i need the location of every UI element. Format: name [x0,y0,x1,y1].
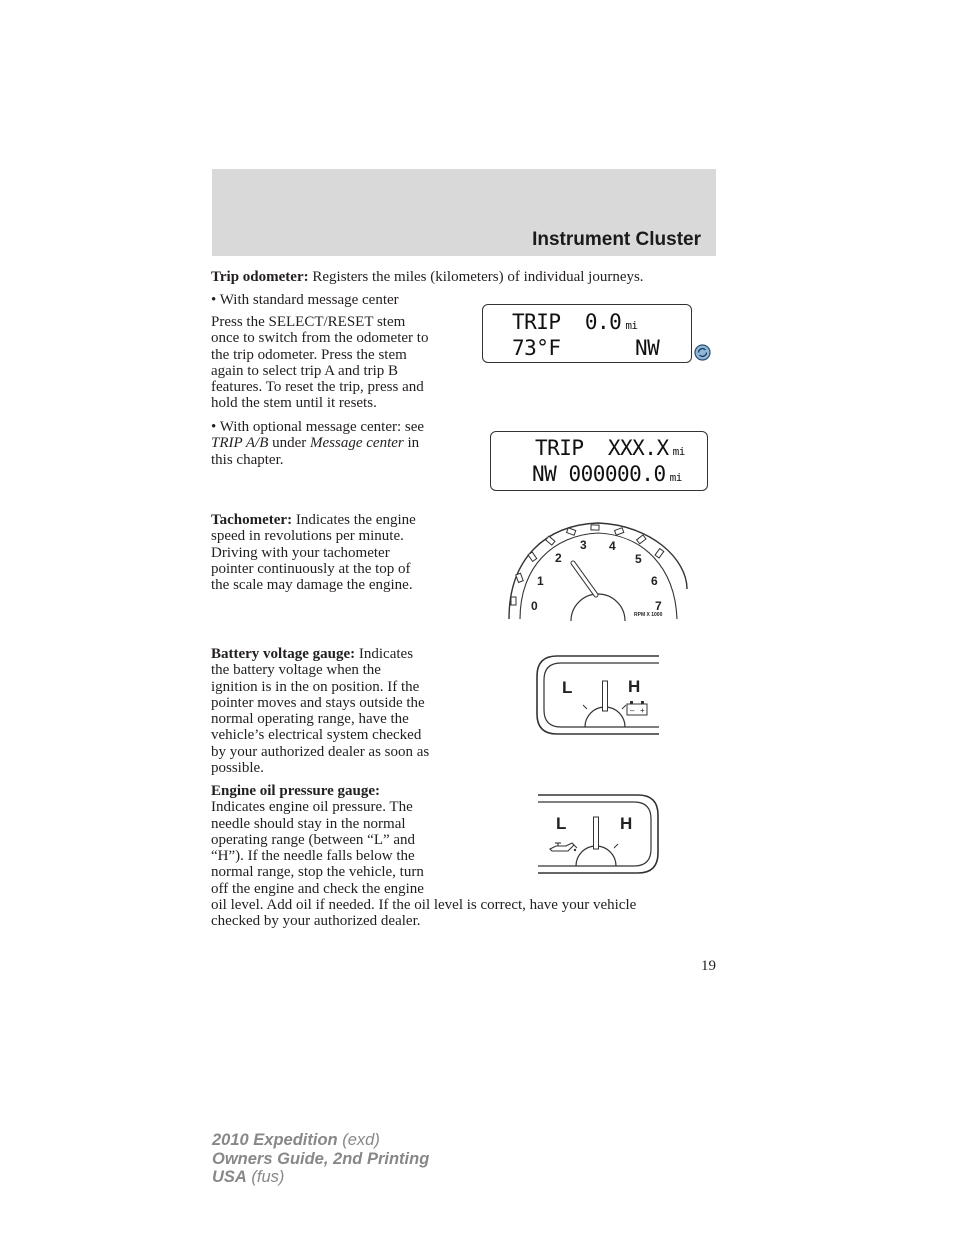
text-line: pointer continuously at the top of [211,560,411,577]
footer-model-code: (exd) [337,1131,380,1149]
lcd-compass: NW [635,336,660,360]
lcd-row-temp [512,336,561,360]
standard-message-center-instructions [211,314,471,412]
text-line: again to select trip A and trip B [211,362,399,379]
text-line: checked by your authorized dealer. [211,913,421,930]
text-line [211,435,471,451]
footer-model: 2010 Expedition [212,1131,338,1149]
text-line: speed in revolutions per minute. [211,528,404,545]
text-line: oil level. Add oil if needed. If the oil level is correct, have your vehicle [211,897,637,914]
trip-odometer-intro-text: Registers the miles (kilometers) of individual journeys. [312,269,644,285]
text-line: “H”). If the needle falls below the [211,848,415,865]
text-line: this chapter. [211,451,284,468]
tachometer-scale-number: 1 [537,574,544,588]
gauge-high-label: H [628,677,641,696]
message-center-reference: Message center [310,435,404,452]
bullet-standard-message-center: • With standard message center [211,292,399,308]
reference-connector: under [268,435,311,452]
text-line: pointer moves and stays outside the [211,694,425,711]
tachometer-scale-number: 0 [531,599,538,613]
text-line: Driving with your tachometer [211,544,390,561]
lcd-trip-value: 0.0 [584,310,622,334]
trip-odometer-intro [211,269,644,285]
text-line [211,512,471,528]
footer-market-code: (fus) [246,1168,285,1186]
text-line [211,646,471,662]
trip-odometer-heading: Trip odometer: [211,269,309,285]
bullet-optional-prefix: • With optional message center: see [211,419,425,435]
oil-pressure-gauge-illustration [536,793,662,875]
tachometer-scale-number: 7 [655,599,662,613]
header-band [212,169,716,256]
text-line: hold the stem until it resets. [211,395,377,412]
text-line: features. To reset the trip, press and [211,379,424,396]
oil-pressure-heading-text: Engine oil pressure gauge: [211,783,381,799]
lcd-temperature: 73°F [512,336,561,360]
text-line: the trip odometer. Press the stem [211,346,407,363]
text-line: normal range, stop the vehicle, turn [211,864,424,881]
lcd-trip-unit: mi [672,445,685,458]
tachometer-heading: Tachometer: [211,512,293,528]
text-line [211,419,471,435]
document-footer [212,1131,429,1187]
text-line: Press the SELECT/RESET stem [211,314,406,330]
text-line: by your authorized dealer as soon as [211,743,430,760]
battery-gauge-description [211,646,471,776]
gauge-high-label: H [620,814,633,833]
footer-line [212,1131,429,1150]
tachometer-scale-label: RPM X 1000 [634,612,663,618]
footer-edition: Owners Guide, 2nd Printing [212,1149,430,1168]
text-line: normal operating range, have the [211,711,409,728]
text-line: operating range (between “L” and [211,831,416,848]
battery-gauge-heading: Battery voltage gauge: [211,646,356,662]
tachometer-scale-number: 6 [651,574,658,588]
lcd-trip-unit: mi [625,319,638,332]
tachometer-description [211,512,471,593]
reference-suffix: in [403,435,420,452]
text-line: the scale may damage the engine. [211,577,413,594]
tachometer-scale-number: 2 [555,551,562,565]
battery-gauge-illustration [535,654,661,736]
trip-ab-reference: TRIP A/B [211,435,269,452]
page-number: 19 [701,958,716,974]
battery-plus-label: + [640,706,645,715]
text-line: off the engine and check the engine [211,880,424,897]
footer-market: USA [212,1168,247,1186]
gauge-low-label: L [562,678,573,697]
lcd-row-trip [535,436,685,460]
footer-line [212,1168,429,1187]
lcd-row-trip [512,310,638,334]
section-title: Instrument Cluster [532,229,701,250]
text-line: the battery voltage when the [211,662,381,679]
lcd-compass: NW [532,462,557,486]
battery-line: Indicates [358,646,414,662]
trip-display-optional [490,431,708,491]
tachometer-scale-number: 3 [580,538,587,552]
battery-icon [627,701,647,715]
lcd-trip-label: TRIP [535,436,584,460]
footer-line [212,1150,429,1169]
lcd-odometer-unit: mi [669,471,682,484]
battery-minus-label: – [630,706,635,715]
text-line: Indicates engine oil pressure. The [211,799,413,816]
bullet-optional-message-center [211,419,471,468]
tachometer-scale-number: 5 [635,552,642,566]
lcd-row-odometer [532,462,682,486]
sync-icon [694,344,711,361]
tachometer-line: Indicates the engine [295,512,416,528]
lcd-odometer-value: 000000.0 [568,462,666,486]
text-line: vehicle’s electrical system checked [211,727,422,744]
gauge-low-label: L [556,814,567,833]
tachometer-gauge-illustration [505,519,691,621]
trip-display-standard [482,304,692,363]
text-line: needle should stay in the normal [211,815,406,832]
oil-can-icon [550,843,576,851]
text-line: ignition is in the on position. If the [211,678,420,695]
text-line: once to switch from the odometer to [211,330,429,347]
lcd-trip-value: XXX.X [607,436,669,460]
lcd-trip-label: TRIP [512,310,561,334]
text-line: possible. [211,760,264,777]
tachometer-scale-number: 4 [609,539,616,553]
